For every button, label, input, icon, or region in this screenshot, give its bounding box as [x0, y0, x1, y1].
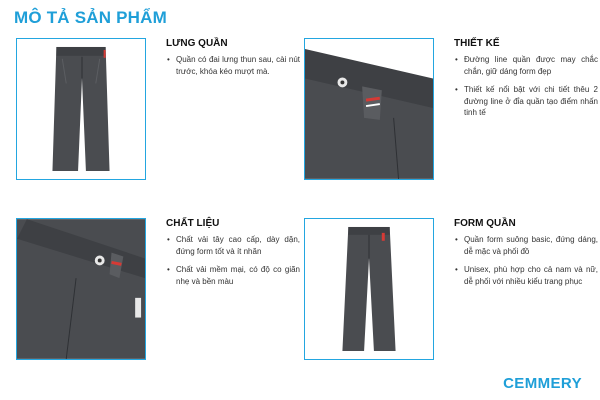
- material-bullet-list: [166, 234, 300, 294]
- brand-logo: CEMMERY: [503, 375, 582, 392]
- list-item: • Đường line quần được may chắc chắn, giữ dáng form đẹp: [464, 54, 598, 77]
- list-item: • Chất vải mềm mại, có độ co giãn nhẹ và bền màu: [176, 264, 300, 287]
- design-detail-image: [304, 38, 434, 180]
- section-heading-design: THIẾT KẾ: [454, 38, 500, 49]
- waistband-bullet-list: [166, 54, 300, 84]
- list-item: • Chất vải tây cao cấp, dày dặn, đứng form tốt và ít nhăn: [176, 234, 300, 257]
- list-item: • Thiết kế nổi bật với chi tiết thêu 2 đường line ở đỉa quần tạo điểm nhấn tinh tế: [464, 84, 598, 119]
- section-heading-waistband: LƯNG QUẦN: [166, 38, 228, 49]
- list-item: • Quần có đai lưng thun sau, cài nút trước, khóa kéo mượt mà.: [176, 54, 300, 77]
- section-heading-material: CHẤT LIỆU: [166, 218, 220, 229]
- section-heading-fit: FORM QUẦN: [454, 218, 516, 229]
- design-bullet-list: [454, 54, 598, 126]
- list-item: • Unisex, phù hợp cho cả nam và nữ, dễ phối với nhiều kiểu trang phục: [464, 264, 598, 287]
- list-item: • Quần form suông basic, đứng dáng, dễ mặc và phối đồ: [464, 234, 598, 257]
- material-detail-image: [16, 218, 146, 360]
- waistband-product-image: [16, 38, 146, 180]
- fit-bullet-list: [454, 234, 598, 294]
- page-title: MÔ TẢ SẢN PHẨM: [14, 8, 167, 27]
- fit-product-image: [304, 218, 434, 360]
